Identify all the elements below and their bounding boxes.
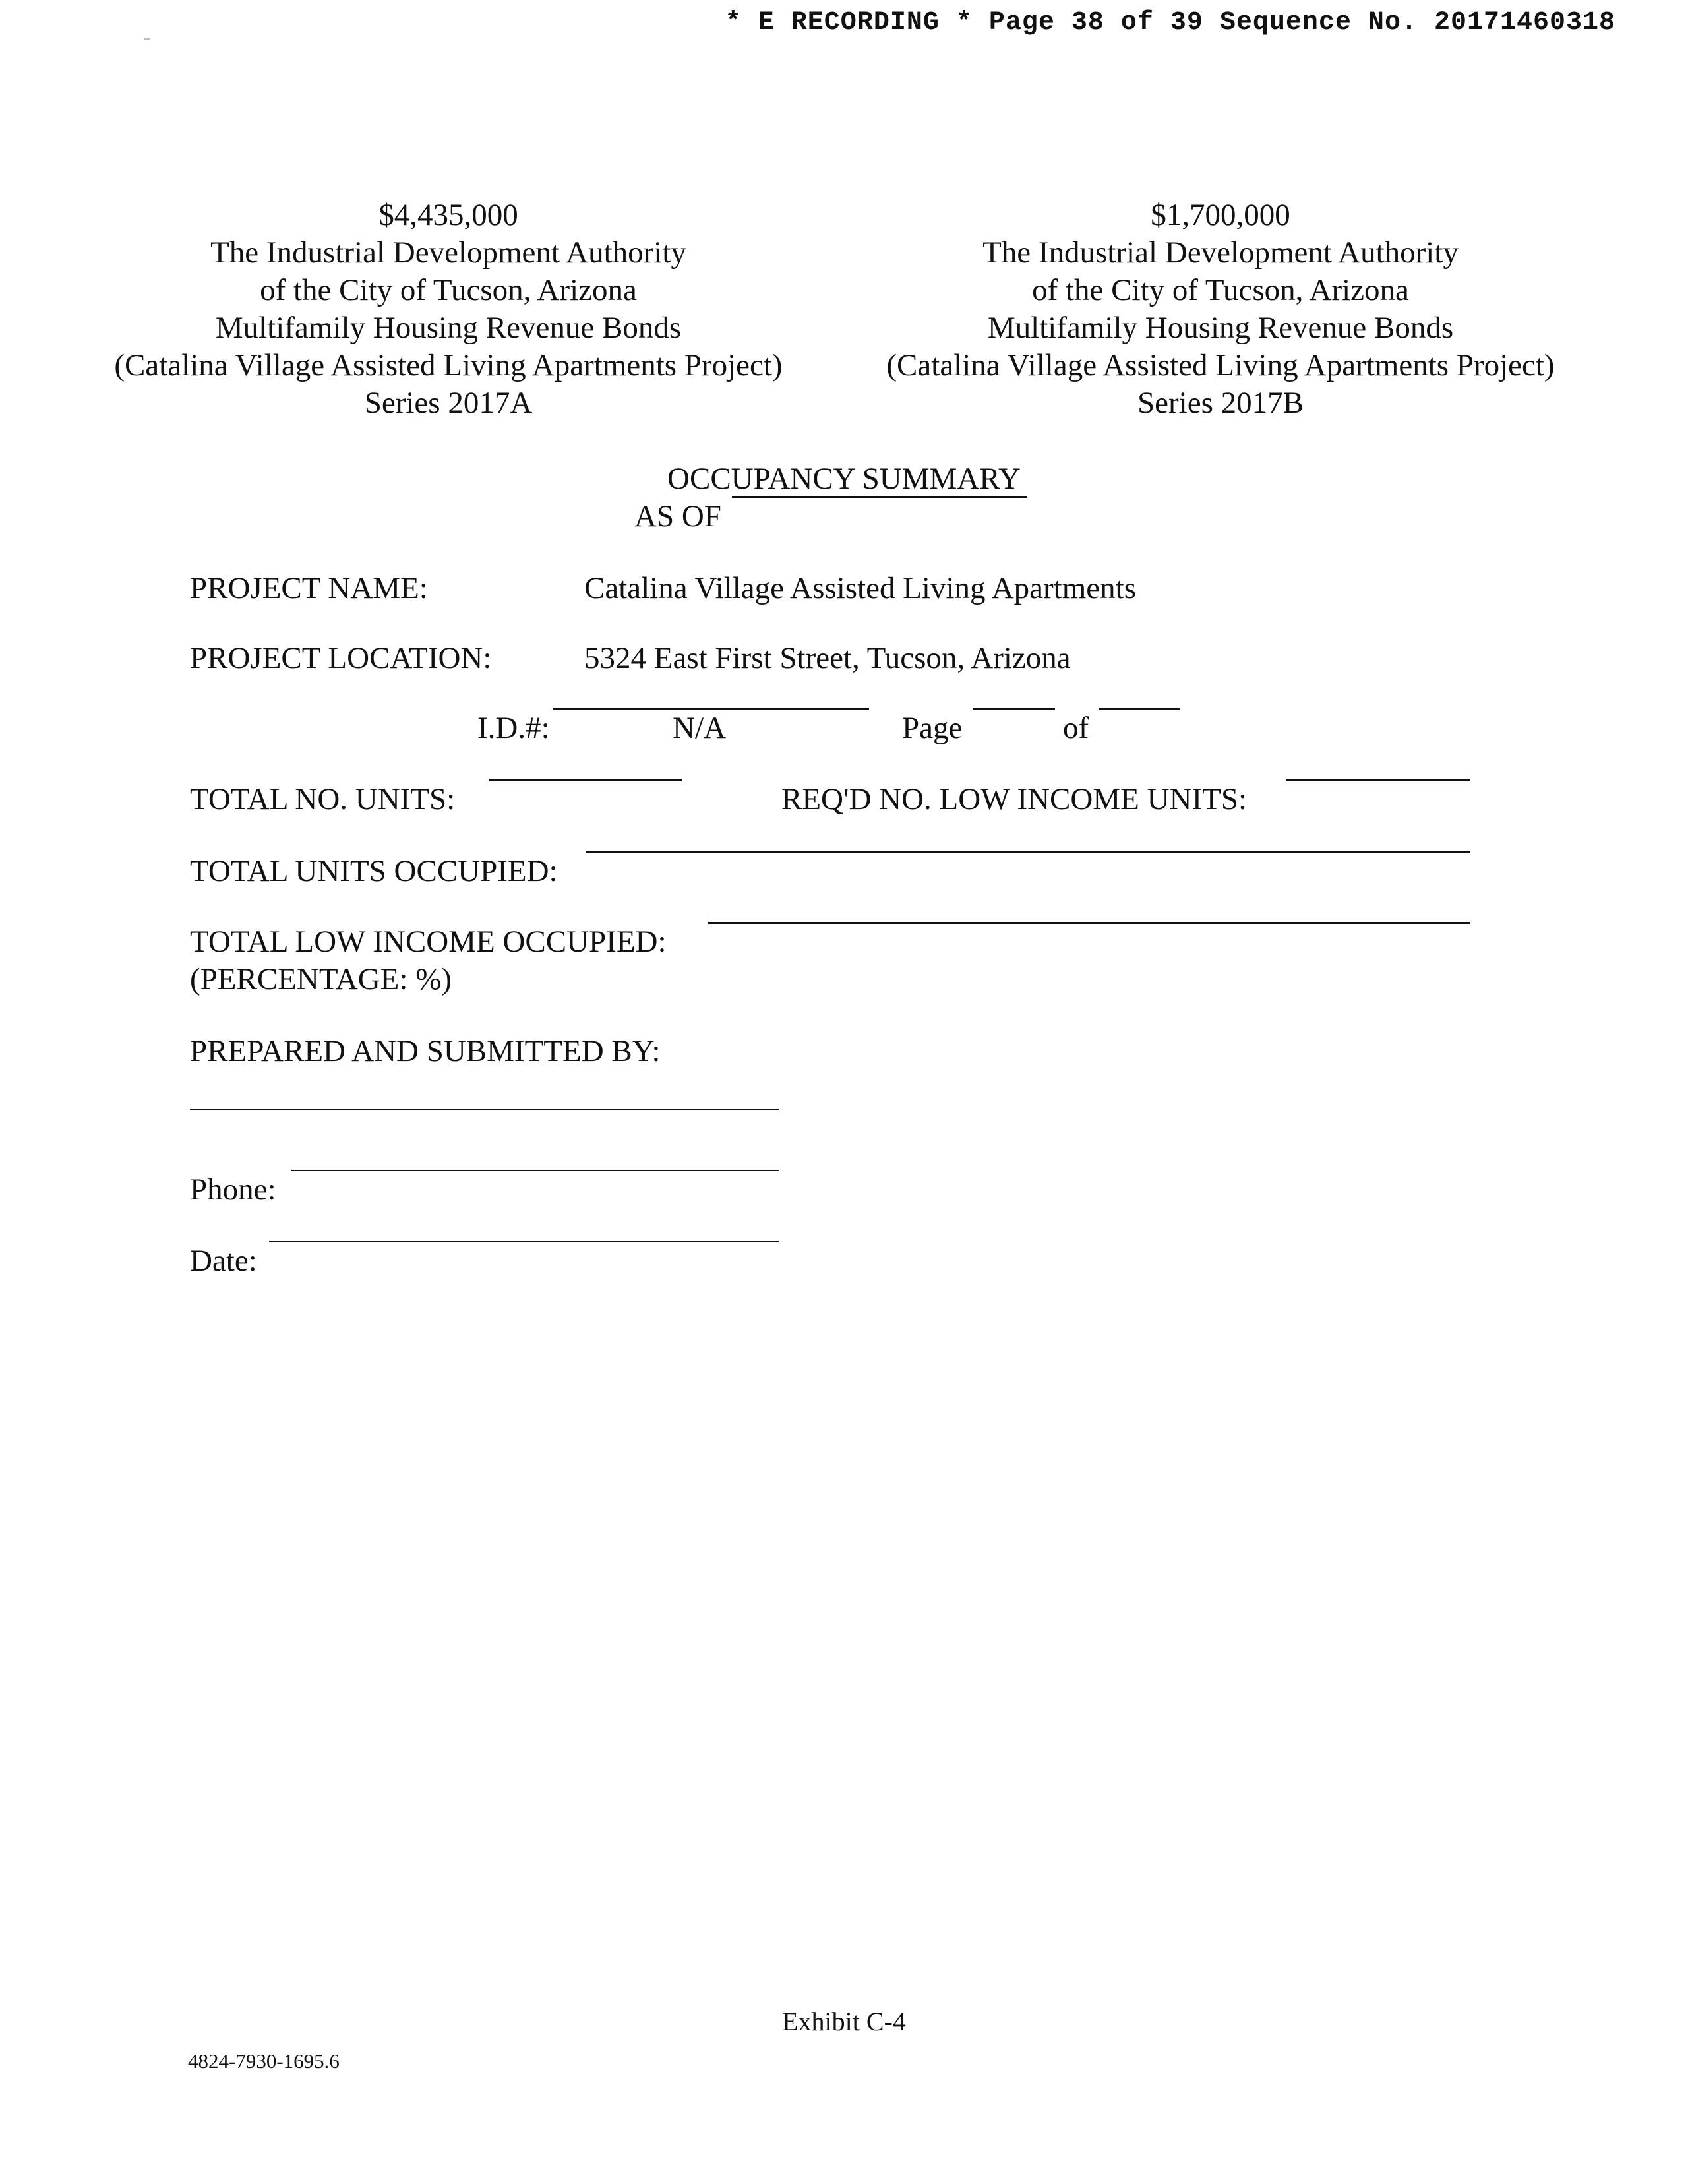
bond-series: Series 2017A: [364, 386, 533, 420]
bond-issuer: The Industrial Development Authority: [210, 235, 686, 270]
prepared-by-signature-line[interactable]: [190, 1109, 779, 1110]
bond-type: Multifamily Housing Revenue Bonds: [987, 311, 1454, 345]
bond-series: Series 2017B: [1137, 386, 1304, 420]
prepared-by-label: PREPARED AND SUBMITTED BY:: [190, 1034, 661, 1068]
as-of-label: AS OF: [634, 499, 721, 533]
of-label: of: [1063, 711, 1089, 745]
bond-amount: $1,700,000: [1151, 198, 1290, 232]
total-low-income-label: TOTAL LOW INCOME OCCUPIED:: [190, 925, 667, 959]
id-value: N/A: [673, 711, 726, 745]
exhibit-label: Exhibit C-4: [782, 2007, 906, 2036]
bond-block-series-b: [851, 197, 1590, 422]
percentage-label: (PERCENTAGE: %): [190, 962, 452, 996]
phone-label: Phone:: [190, 1172, 276, 1207]
phone-field-line[interactable]: [291, 1170, 779, 1171]
page-total-field-line[interactable]: [1099, 708, 1180, 710]
as-of-field-line[interactable]: [732, 496, 1027, 498]
bond-issuer-city: of the City of Tucson, Arizona: [1032, 273, 1409, 307]
date-label: Date:: [190, 1244, 257, 1278]
total-low-income-field-line[interactable]: [708, 922, 1470, 924]
total-occupied-label: TOTAL UNITS OCCUPIED:: [190, 854, 558, 888]
project-location-label: PROJECT LOCATION:: [190, 641, 492, 675]
bond-type: Multifamily Housing Revenue Bonds: [215, 311, 682, 345]
page-label: Page: [902, 711, 963, 745]
id-label: I.D.#:: [477, 711, 550, 745]
page-number-field-line[interactable]: [973, 708, 1055, 710]
date-field-line[interactable]: [269, 1241, 779, 1242]
bond-block-series-a: [79, 197, 818, 422]
project-location-value: 5324 East First Street, Tucson, Arizona: [584, 641, 1071, 675]
project-name-value: Catalina Village Assisted Living Apartments: [584, 571, 1136, 605]
project-name-label: PROJECT NAME:: [190, 571, 428, 605]
bond-project: (Catalina Village Assisted Living Apartments Project): [114, 348, 783, 382]
scan-speck: [144, 38, 150, 40]
bond-issuer: The Industrial Development Authority: [982, 235, 1459, 270]
bond-amount: $4,435,000: [378, 198, 518, 232]
form-title: OCCUPANCY SUMMARY: [667, 462, 1021, 496]
total-occupied-field-line[interactable]: [586, 851, 1470, 853]
document-id: 4824-7930-1695.6: [188, 2049, 340, 2073]
total-units-label: TOTAL NO. UNITS:: [190, 782, 456, 816]
reqd-low-income-label: REQ'D NO. LOW INCOME UNITS:: [781, 782, 1248, 816]
bond-issuer-city: of the City of Tucson, Arizona: [260, 273, 637, 307]
reqd-low-income-field-line[interactable]: [1286, 779, 1470, 781]
bond-project: (Catalina Village Assisted Living Apartments Project): [886, 348, 1555, 382]
recording-header: * E RECORDING * Page 38 of 39 Sequence No. 20171460318: [725, 8, 1615, 38]
total-units-field-line[interactable]: [489, 779, 682, 781]
